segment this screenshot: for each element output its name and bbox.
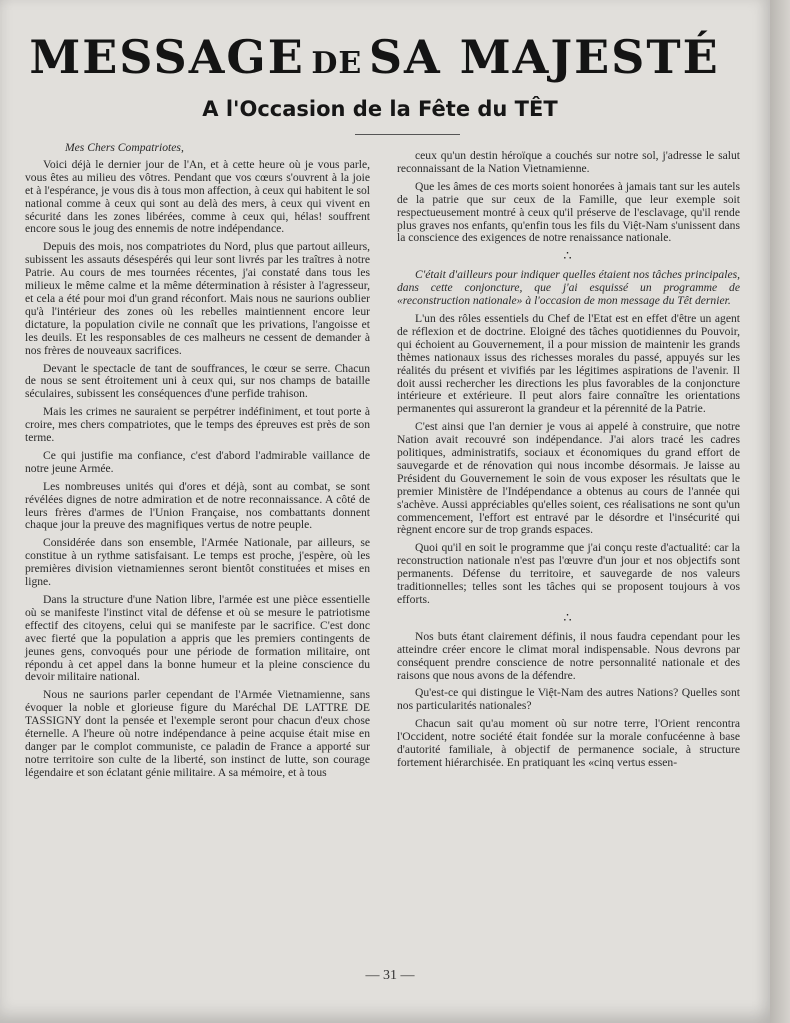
title-word-message: MESSAGE [29,30,305,84]
paragraph: Ce qui justifie ma confiance, c'est d'abord l'admirable vaillance de notre jeune Armée. [25,448,370,475]
paragraph: Quoi qu'il en soit le programme que j'ai conçu reste d'actualité: car la reconstruction nationale n'est pas l'œuvre d'un jour et nos objectifs sont permanents. Défense du territoire, et sauvegarde de nos valeurs traditionnelles; telles sont les tâches qui se proposent toujours à vos efforts. [397,541,740,606]
paragraph: Qu'est-ce qui distingue le Việt-Nam des autres Nations? Quelles sont nos particularités nationales? [397,686,740,713]
paragraph: C'était d'ailleurs pour indiquer quelles étaient nos tâches principales, dans cette conjoncture, que j'ai esquissé un programme de «reconstruction nationale» à l'occasion de mon message du Têt dernier. [397,268,740,308]
salutation: Mes Chers Compatriotes, [65,141,184,154]
paragraph: Nous ne saurions parler cependant de l'Armée Vietnamienne, sans évoquer la noble et glorieuse figure du Maréchal DE LATTRE DE TASSIGNY dont la pensée et l'exemple seront pour chacun d'eux chose éternelle. A l'heure où notre indépendance à peine acquise était mise en danger par le complot communiste, ce paladin de France a apporté sur notre territoire son culte de la liberté, son instinct de lutte, son courage légendaire et son éclatant génie militaire. A sa mémoire, et à tous [25,688,370,779]
paragraph: L'un des rôles essentiels du Chef de l'Etat est en effet d'être un agent de réflexion et de doctrine. Eloigné des tâches quotidiennes du Pouvoir, qui échoient au Gouvernement, il a pour mission de maintenir les grands thèmes nationaux issus des richesses morales du passé, appuyés sur les réalités du présent et vivifiés par les légitimes aspirations de l'avenir. Il doit aussi rechercher les directions les plus favorables de la conjoncture intérieure et extérieure. Il peut alors faire connaître les orientations permanentes qui assureront la grandeur et la pérennité de la Patrie. [397,311,740,416]
paragraph: Que les âmes de ces morts soient honorées à jamais tant sur les autels de la patrie que sur ceux de la Famille, que leur exemple soit respectueusement montré à ceux qu'il préserve de l'esclavage, qu'il rende plus graves nos enfants, qu'enfin tous les fils du Việt-Nam s'unissent dans la conscience des exigences de notre renaissance nationale. [397,179,740,245]
paragraph: Nos buts étant clairement définis, il nous faudra cependant pour les atteindre créer encore le climat moral indispensable. Nous devrons par conséquent prendre conscience de notre personnalité nationale et des raisons que nous avons de la défendre. [397,629,740,682]
right-column [397,150,740,775]
page-subtitle: A l'Occasion de la Fête du TÊT [202,97,558,121]
title-word-de: DE [311,46,363,81]
paragraph: C'est ainsi que l'an dernier je vous ai appelé à construire, que notre Nation avait recouvré son indépendance. J'ai alors tracé les cadres politiques, administratifs, sociaux et économiques du grand effort de sauvegarde et de rénovation qui nous incombe désormais. Je laisse au Président du Gouvernement le soin de vous exposer les résultats que le premier Ministère de l'Indépendance a obtenus au cours de l'année qui s'achève. Aussi appréciables qu'elles soient, ces réalisations ne sont qu'un commencement, l'effort est entravé par le désordre et l'insécurité qui règnent encore sur de trop grands espaces. [397,420,740,537]
paragraph: Devant le spectacle de tant de souffrances, le cœur se serre. Chacun de nous se sent étroitement uni à ceux qui, sur nos champs de bataille séculaires, subissent les conséquences d'une perfide trahison. [25,361,370,401]
section-separator: ∴ [563,248,574,264]
left-column [25,142,370,785]
paragraph: Considérée dans son ensemble, l'Armée Nationale, par ailleurs, se constitue à un rythme satisfaisant. Le temps est proche, j'espère, où les premières division vietnamiennes seront bientôt constituées et mises en ligne. [25,536,370,589]
paragraph: Mais les crimes ne sauraient se perpétrer indéfiniment, et tout porte à croire, mes chers compatriotes, que le temps des épreuves est près de son terme. [25,405,370,445]
paragraph: Voici déjà le dernier jour de l'An, et à cette heure où je vous parle, vous êtes au milieu des vôtres. Pendant que vos cœurs s'ouvrent à la joie et à l'espérance, je vous dis à tous mon affection, à ceux qui habitent le sol national comme à ceux qui sont au delà des mers, à ceux qui vivent en sécurité dans les zones libérées, comme à ceux qui, hélas! souffrent encore sous le joug des ennemis de notre indépendance. [25,157,370,236]
paragraph: Les nombreuses unités qui d'ores et déjà, sont au combat, se sont révélées dignes de notre admiration et de notre reconnaissance. A côté de leurs frères d'armes de l'Union Française, nos combattants donnent chaque jour la preuve des magnifiques vertus de notre peuple. [25,479,370,532]
title-word-majeste: SA MAJESTÉ [368,30,720,84]
page-number: — 31 — [365,968,415,983]
paragraph: Dans la structure d'une Nation libre, l'armée est une pièce essentielle où se manifeste l'instinct vital de défense et où se mesure le patriotisme effectif des citoyens, celui qui se manifeste par le sacrifice. C'est donc avec fierté que la population a appris que les premiers contingents de jeunes gens, convoqués pour une période de formation militaire, ont répondu à cet appel dans la bonne humeur et la pleine conscience du devoir militaire national. [25,593,370,684]
page-edge [770,0,790,1023]
title-divider [355,134,460,135]
section-separator: ∴ [563,609,574,625]
page-title [22,30,727,84]
paragraph: Chacun sait qu'au moment où sur notre terre, l'Orient rencontra l'Occident, notre société était fondée sur la morale confucéenne à base d'autorité familiale, à objectif de permanence sociale, à structure fortement hiérarchisée. En pratiquant les «cinq vertus essen- [397,717,740,769]
paragraph: ceux qu'un destin héroïque a couchés sur notre sol, j'adresse le salut reconnaissant de la Nation Vietnamienne. [397,149,740,175]
paragraph: Depuis des mois, nos compatriotes du Nord, plus que partout ailleurs, subissent les assauts désespérés qui leur sont livrés par les traîtres à notre Patrie. Au cours de mes tournées récentes, j'ai constaté dans tous les milieux le même calme et la même détermination à résister à l'agresseur, et cela a été pour moi d'un grand réconfort. Mais nous ne saurions oublier qu'à l'intérieur des zones où les rebelles maintiennent encore leur dictature, la population civile ne connaît que les privations, l'angoisse et les deuils. Et les responsables de ces malheurs ne cessent de demander à nos frères de nouveaux sacrifices. [25,240,370,357]
